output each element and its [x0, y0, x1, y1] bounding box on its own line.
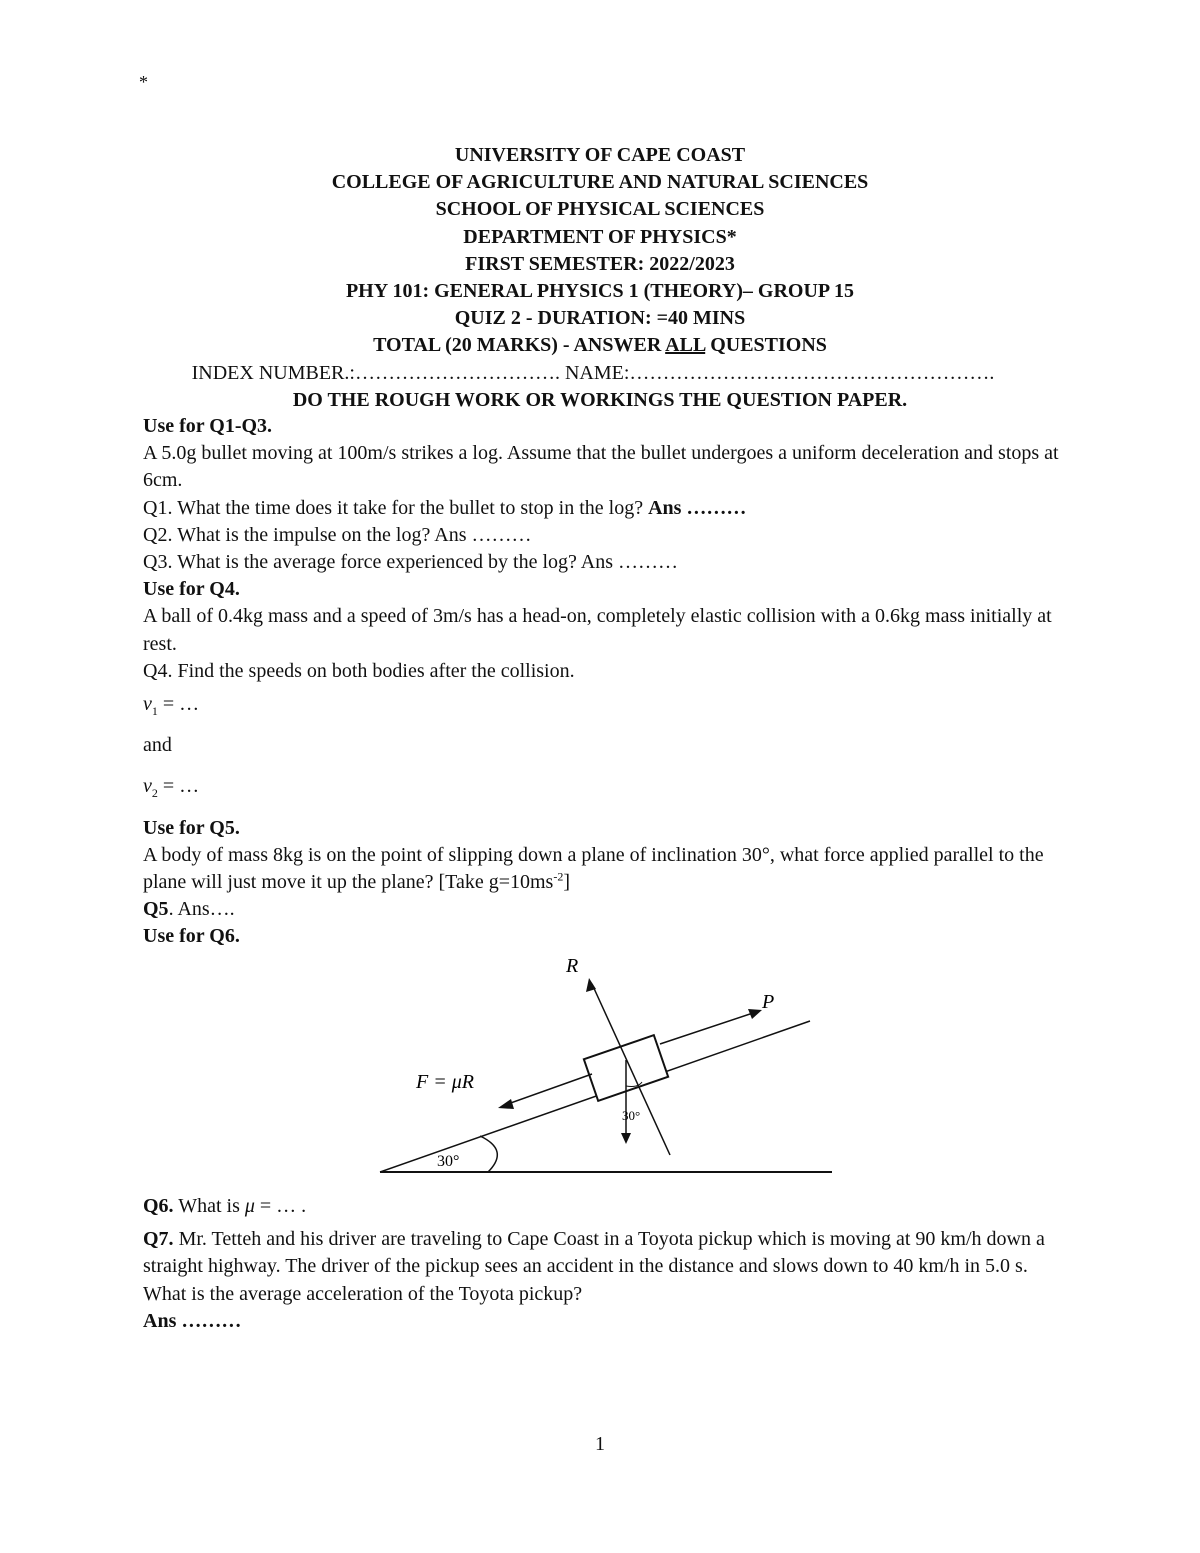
q1-q3-intro: A 5.0g bullet moving at 100m/s strikes a log. Assume that the bullet undergoes a uniform deceleration and stops at 6cm. [143, 442, 1059, 492]
question-4: Q4. Find the speeds on both bodies after the collision. [143, 659, 575, 682]
exam-header [0, 142, 1200, 414]
question-6-prefix: What is [173, 1195, 245, 1217]
base-angle-arc [480, 1136, 497, 1172]
v1-line [143, 691, 1073, 718]
lower-questions [143, 1193, 1073, 1335]
v2-variable: v [143, 775, 152, 798]
instruction-line: DO THE ROUGH WORK OR WORKINGS THE QUESTION PAPER. [292, 388, 908, 411]
base-angle-label: 30° [437, 1153, 460, 1170]
course-line: PHY 101: GENERAL PHYSICS 1 (THEORY)– GROUP 15 [345, 280, 855, 303]
question-6-mu: μ [244, 1195, 255, 1217]
college-name: COLLEGE OF AGRICULTURE AND NATURAL SCIENCES [331, 171, 869, 194]
question-1-text: Q1. What the time does it take for the bullet to stop in the log? [143, 496, 649, 519]
q6-heading: Use for Q6. [143, 925, 240, 948]
q5-intro-end: ] [563, 871, 571, 894]
total-suffix: QUESTIONS [705, 334, 827, 357]
v1-subscript: 1 [151, 704, 158, 719]
force-p-arrowhead [748, 1009, 762, 1019]
label-p: P [762, 991, 775, 1013]
university-name: UNIVERSITY OF CAPE COAST [454, 144, 746, 166]
total-emphasis: ALL [665, 334, 706, 357]
questions-body [143, 413, 1073, 951]
label-friction: F = μR [416, 1071, 474, 1093]
question-7-text: Mr. Tetteh and his driver are traveling to Cape Coast in a Toyota pickup which is moving at 90 km/h down a straight highway. The driver of the pickup sees an accident in the distance and slows down to 40 km/h in 5.0 s. What is the average acceleration of the Toyota pickup? [143, 1228, 1045, 1305]
question-7-answer: Ans ……… [143, 1309, 242, 1332]
question-1-answer: Ans ……… [648, 496, 747, 519]
v1-blank: = … [157, 693, 200, 716]
question-2: Q2. What is the impulse on the log? Ans ……… [143, 523, 532, 546]
q5-intro [143, 842, 1073, 896]
force-p-arrow [660, 1012, 756, 1044]
question-6-label: Q6. [143, 1195, 174, 1217]
question-6-suffix: = … . [254, 1195, 307, 1217]
weight-arrowhead [621, 1133, 631, 1144]
friction-arrow [505, 1074, 592, 1105]
q4-intro: A ball of 0.4kg mass and a speed of 3m/s has a head-on, completely elastic collision with a 0.6kg mass initially at rest. [143, 605, 1052, 655]
department-name: DEPARTMENT OF PHYSICS* [463, 225, 737, 248]
school-name: SCHOOL OF PHYSICAL SCIENCES [435, 198, 765, 221]
incline-line [380, 1021, 810, 1172]
total-line [0, 332, 1200, 359]
friction-arrowhead [498, 1099, 514, 1109]
v2-line [143, 773, 1073, 800]
q5-intro-exponent: -2 [553, 869, 564, 884]
q1-q3-heading: Use for Q1-Q3. [143, 415, 273, 437]
question-7-label: Q7. [143, 1228, 174, 1251]
question-6 [143, 1193, 1073, 1220]
and-word: and [143, 734, 172, 757]
quiz-line: QUIZ 2 - DURATION: =40 MINS [454, 307, 746, 330]
question-7 [143, 1226, 1073, 1308]
question-5 [143, 896, 1073, 923]
total-prefix: TOTAL (20 MARKS) - ANSWER [373, 334, 666, 357]
question-1 [143, 495, 1073, 522]
label-r: R [566, 955, 579, 977]
page-number: 1 [595, 1433, 605, 1455]
question-3: Q3. What is the average force experienced by the log? Ans ……… [143, 551, 678, 574]
q5-intro-text: A body of mass 8kg is on the point of slipping down a plane of inclination 30°, what force applied parallel to the plane will just move it up the plane? [Take g=10ms [143, 843, 1044, 894]
v1-variable: v [143, 693, 152, 716]
top-asterisk: * [139, 72, 148, 92]
v2-blank: = … [157, 775, 200, 798]
q5-heading: Use for Q5. [143, 816, 240, 839]
question-5-label: Q5 [143, 898, 169, 921]
semester-line: FIRST SEMESTER: 2022/2023 [465, 252, 735, 275]
v2-subscript: 2 [151, 786, 158, 801]
index-name-line: INDEX NUMBER.:…………………………. NAME:………………………………………………. [191, 361, 995, 384]
question-5-answer: . Ans…. [168, 898, 235, 921]
q4-heading: Use for Q4. [143, 578, 240, 601]
block-angle-label: 30° [622, 1108, 641, 1123]
inclined-plane-diagram [370, 950, 840, 1180]
